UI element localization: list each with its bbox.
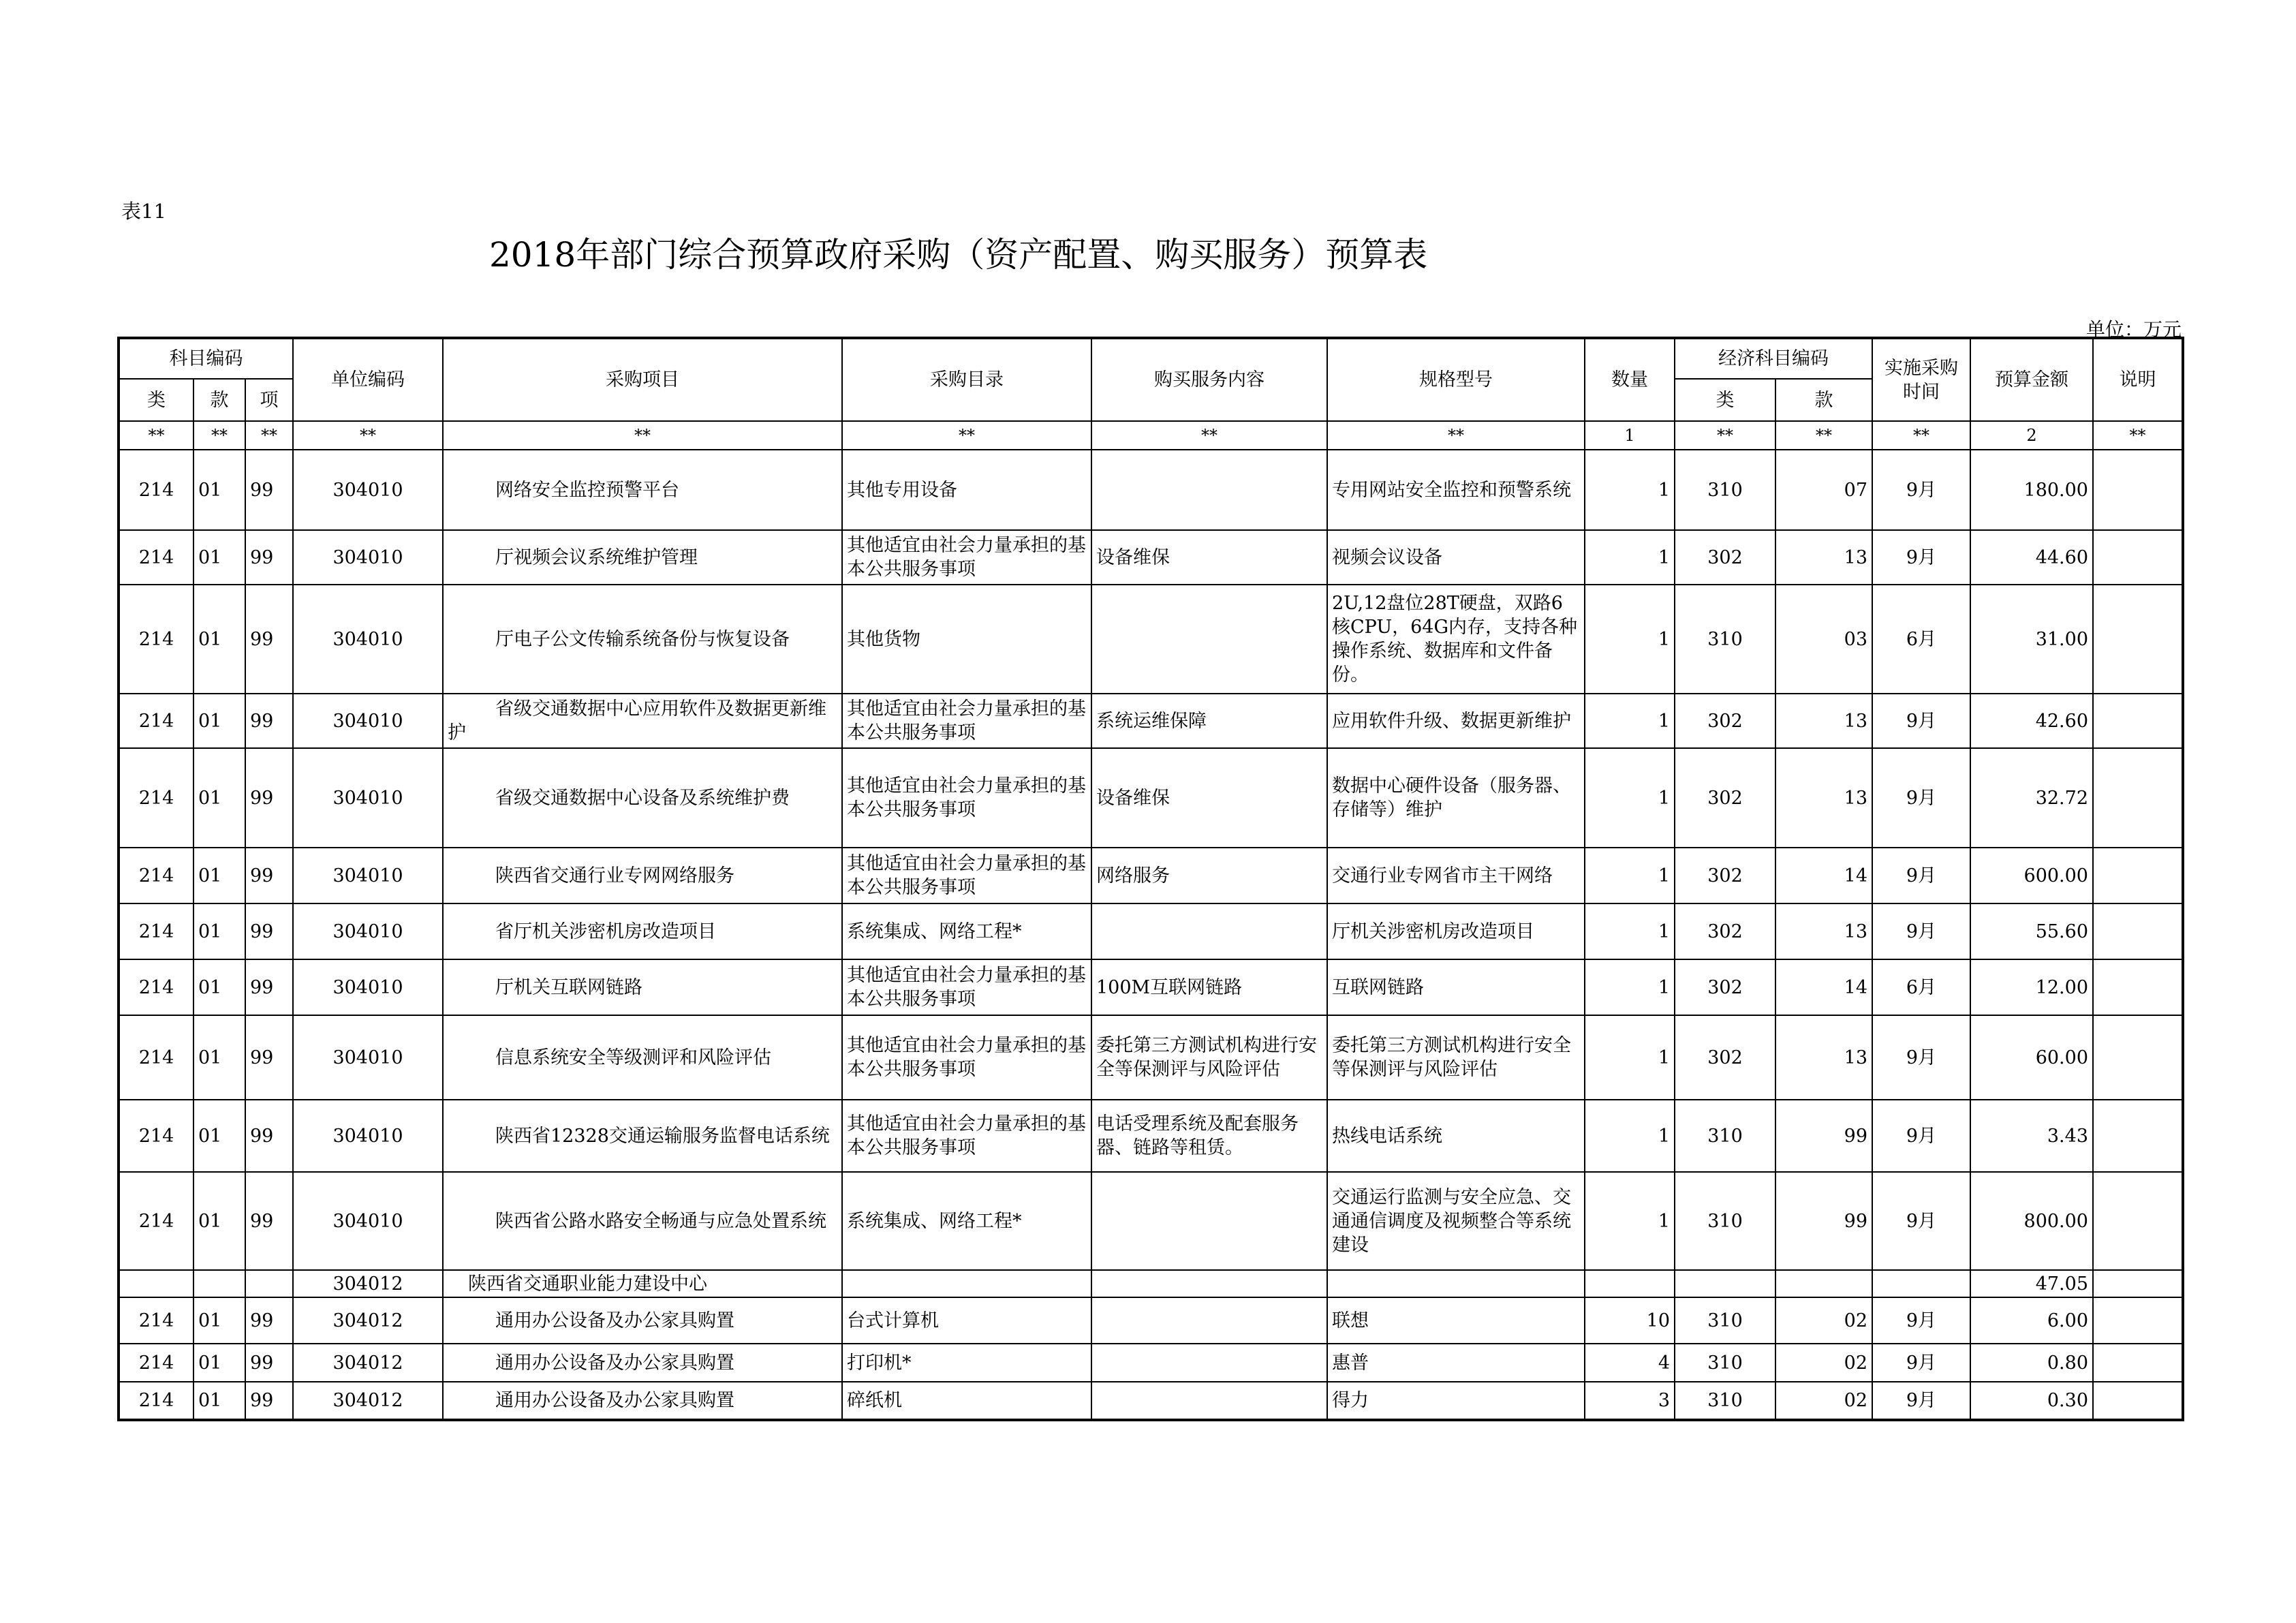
cell-note: [2093, 1344, 2183, 1382]
marker-cell: **: [1091, 421, 1327, 450]
cell-econ-lei: 302: [1675, 694, 1775, 748]
table-row: [119, 1100, 2183, 1172]
cell-service: 系统运维保障: [1091, 694, 1327, 748]
cell-note: [2093, 1015, 2183, 1100]
table-row: [119, 903, 2183, 959]
cell-unit-code: 304010: [293, 450, 443, 530]
cell-unit-code: 304010: [293, 1100, 443, 1172]
cell-qty: [1585, 1270, 1675, 1297]
cell-unit-code: 304010: [293, 530, 443, 585]
cell-lei: 214: [119, 903, 193, 959]
marker-cell: **: [293, 421, 443, 450]
cell-lei: 214: [119, 1297, 193, 1344]
marker-cell: **: [443, 421, 842, 450]
cell-lei: 214: [119, 1100, 193, 1172]
cell-spec: 专用网站安全监控和预警系统: [1327, 450, 1585, 530]
table-row: [119, 1382, 2183, 1420]
marker-cell: 1: [1585, 421, 1675, 450]
cell-lei: 214: [119, 1344, 193, 1382]
cell-spec: 得力: [1327, 1382, 1585, 1420]
table-row: [119, 585, 2183, 694]
cell-time: 9月: [1872, 1382, 1970, 1420]
cell-amount: 31.00: [1970, 585, 2093, 694]
header-service: 购买服务内容: [1091, 338, 1327, 421]
cell-time: 9月: [1872, 694, 1970, 748]
cell-xiang: 99: [245, 1100, 293, 1172]
header-catalog: 采购目录: [842, 338, 1091, 421]
cell-lei: 214: [119, 1382, 193, 1420]
cell-xiang: 99: [245, 848, 293, 903]
cell-econ-lei: 310: [1675, 1344, 1775, 1382]
cell-amount: 3.43: [1970, 1100, 2093, 1172]
marker-cell: **: [245, 421, 293, 450]
table-row: [119, 694, 2183, 748]
cell-spec: 委托第三方测试机构进行安全等保测评与风险评估: [1327, 1015, 1585, 1100]
cell-econ-lei: 302: [1675, 748, 1775, 848]
cell-lei: 214: [119, 848, 193, 903]
cell-econ-kuan: 14: [1775, 848, 1872, 903]
cell-xiang: 99: [245, 1172, 293, 1270]
cell-note: [2093, 530, 2183, 585]
cell-service: 网络服务: [1091, 848, 1327, 903]
table-row: [119, 848, 2183, 903]
cell-xiang: 99: [245, 585, 293, 694]
cell-catalog: 其他适宜由社会力量承担的基本公共服务事项: [842, 530, 1091, 585]
cell-kuan: 01: [193, 1015, 245, 1100]
cell-amount: 0.80: [1970, 1344, 2093, 1382]
cell-kuan: 01: [193, 903, 245, 959]
cell-spec: 热线电话系统: [1327, 1100, 1585, 1172]
header-unit-code: 单位编码: [293, 338, 443, 421]
header-econ-kuan: 款: [1775, 379, 1872, 421]
cell-spec: 2U,12盘位28T硬盘，双路6核CPU，64G内存，支持各种操作系统、数据库和文件备份。: [1327, 585, 1585, 694]
header-note: 说明: [2093, 338, 2183, 421]
unit-label: 单位：万元: [2085, 318, 2182, 341]
cell-time: [1872, 1270, 1970, 1297]
cell-spec: 联想: [1327, 1297, 1585, 1344]
cell-qty: 1: [1585, 530, 1675, 585]
cell-project: 通用办公设备及办公家具购置: [443, 1344, 842, 1382]
cell-econ-kuan: 13: [1775, 903, 1872, 959]
cell-note: [2093, 585, 2183, 694]
cell-econ-lei: 310: [1675, 1382, 1775, 1420]
cell-catalog: 其他适宜由社会力量承担的基本公共服务事项: [842, 1100, 1091, 1172]
cell-catalog: 打印机*: [842, 1344, 1091, 1382]
table-row: [119, 1297, 2183, 1344]
cell-project: 网络安全监控预警平台: [443, 450, 842, 530]
cell-amount: 6.00: [1970, 1297, 2093, 1344]
marker-cell: **: [1327, 421, 1585, 450]
table-row: [119, 1015, 2183, 1100]
cell-kuan: 01: [193, 1344, 245, 1382]
cell-qty: 1: [1585, 694, 1675, 748]
table-row: [119, 1172, 2183, 1270]
table-row: [119, 748, 2183, 848]
cell-econ-lei: 302: [1675, 903, 1775, 959]
cell-econ-kuan: 03: [1775, 585, 1872, 694]
cell-note: [2093, 1297, 2183, 1344]
cell-project: 通用办公设备及办公家具购置: [443, 1297, 842, 1344]
cell-spec: 交通运行监测与安全应急、交通通信调度及视频整合等系统建设: [1327, 1172, 1585, 1270]
cell-project: 省级交通数据中心应用软件及数据更新维护: [443, 694, 842, 748]
marker-cell: **: [193, 421, 245, 450]
cell-econ-lei: 310: [1675, 1172, 1775, 1270]
cell-service: 设备维保: [1091, 530, 1327, 585]
cell-project: 省厅机关涉密机房改造项目: [443, 903, 842, 959]
cell-service: [1091, 1382, 1327, 1420]
cell-time: 9月: [1872, 1344, 1970, 1382]
cell-kuan: 01: [193, 848, 245, 903]
cell-time: 9月: [1872, 903, 1970, 959]
cell-amount: 55.60: [1970, 903, 2093, 959]
cell-service: 设备维保: [1091, 748, 1327, 848]
cell-kuan: 01: [193, 694, 245, 748]
table-number-label: 表11: [121, 200, 166, 223]
header-project: 采购项目: [443, 338, 842, 421]
cell-xiang: 99: [245, 903, 293, 959]
table-row: [119, 1344, 2183, 1382]
cell-catalog: 其他货物: [842, 585, 1091, 694]
cell-econ-lei: 302: [1675, 530, 1775, 585]
marker-cell: **: [1675, 421, 1775, 450]
cell-amount: 800.00: [1970, 1172, 2093, 1270]
cell-kuan: 01: [193, 1100, 245, 1172]
cell-lei: 214: [119, 450, 193, 530]
cell-note: [2093, 450, 2183, 530]
cell-note: [2093, 1100, 2183, 1172]
cell-spec: 互联网链路: [1327, 959, 1585, 1015]
cell-time: 9月: [1872, 1100, 1970, 1172]
cell-lei: 214: [119, 1015, 193, 1100]
cell-xiang: 99: [245, 1015, 293, 1100]
cell-note: [2093, 1382, 2183, 1420]
cell-econ-kuan: 02: [1775, 1382, 1872, 1420]
cell-xiang: 99: [245, 450, 293, 530]
header-lei: 类: [119, 379, 193, 421]
marker-cell: **: [119, 421, 193, 450]
cell-service: 电话受理系统及配套服务器、链路等租赁。: [1091, 1100, 1327, 1172]
cell-spec: 惠普: [1327, 1344, 1585, 1382]
header-econ-code: 经济科目编码: [1675, 338, 1872, 379]
cell-catalog: 碎纸机: [842, 1382, 1091, 1420]
cell-qty: 1: [1585, 848, 1675, 903]
cell-xiang: 99: [245, 530, 293, 585]
cell-time: 6月: [1872, 959, 1970, 1015]
cell-econ-lei: 310: [1675, 1100, 1775, 1172]
cell-project: 信息系统安全等级测评和风险评估: [443, 1015, 842, 1100]
cell-project: 省级交通数据中心设备及系统维护费: [443, 748, 842, 848]
table-row: [119, 450, 2183, 530]
cell-time: 9月: [1872, 1297, 1970, 1344]
cell-lei: 214: [119, 530, 193, 585]
marker-cell: 2: [1970, 421, 2093, 450]
cell-project: 陕西省12328交通运输服务监督电话系统: [443, 1100, 842, 1172]
cell-qty: 4: [1585, 1344, 1675, 1382]
cell-kuan: 01: [193, 748, 245, 848]
cell-service: [1091, 450, 1327, 530]
marker-cell: **: [2093, 421, 2183, 450]
cell-unit-code: 304010: [293, 1015, 443, 1100]
cell-amount: 600.00: [1970, 848, 2093, 903]
cell-unit-code: 304010: [293, 748, 443, 848]
header-qty: 数量: [1585, 338, 1675, 421]
cell-project: 陕西省公路水路安全畅通与应急处置系统: [443, 1172, 842, 1270]
cell-spec: 应用软件升级、数据更新维护: [1327, 694, 1585, 748]
cell-econ-lei: 302: [1675, 1015, 1775, 1100]
cell-service: [1091, 585, 1327, 694]
cell-lei: 214: [119, 585, 193, 694]
cell-xiang: 99: [245, 1297, 293, 1344]
page-title: 2018年部门综合预算政府采购（资产配置、购买服务）预算表: [489, 235, 1428, 275]
cell-econ-kuan: 13: [1775, 694, 1872, 748]
cell-unit-code: 304010: [293, 694, 443, 748]
cell-unit-code: 304010: [293, 848, 443, 903]
cell-amount: 44.60: [1970, 530, 2093, 585]
cell-time: 9月: [1872, 748, 1970, 848]
cell-amount: 0.30: [1970, 1382, 2093, 1420]
cell-econ-kuan: 02: [1775, 1344, 1872, 1382]
marker-cell: **: [842, 421, 1091, 450]
cell-unit-code: 304010: [293, 959, 443, 1015]
cell-service: [1091, 1297, 1327, 1344]
cell-kuan: 01: [193, 530, 245, 585]
cell-qty: 1: [1585, 450, 1675, 530]
cell-unit-code: 304010: [293, 585, 443, 694]
cell-project: 厅视频会议系统维护管理: [443, 530, 842, 585]
header-amount: 预算金额: [1970, 338, 2093, 421]
cell-econ-kuan: 99: [1775, 1172, 1872, 1270]
cell-note: [2093, 748, 2183, 848]
cell-project: 厅电子公文传输系统备份与恢复设备: [443, 585, 842, 694]
cell-service: [1091, 1270, 1327, 1297]
cell-amount: 32.72: [1970, 748, 2093, 848]
cell-amount: 47.05: [1970, 1270, 2093, 1297]
cell-catalog: 系统集成、网络工程*: [842, 903, 1091, 959]
cell-econ-lei: 310: [1675, 1297, 1775, 1344]
cell-econ-kuan: 99: [1775, 1100, 1872, 1172]
cell-econ-kuan: 07: [1775, 450, 1872, 530]
cell-catalog: 台式计算机: [842, 1297, 1091, 1344]
cell-catalog: [842, 1270, 1091, 1297]
marker-cell: **: [1872, 421, 1970, 450]
cell-lei: 214: [119, 748, 193, 848]
cell-spec: 视频会议设备: [1327, 530, 1585, 585]
cell-qty: 1: [1585, 1015, 1675, 1100]
cell-time: 9月: [1872, 450, 1970, 530]
cell-time: 6月: [1872, 585, 1970, 694]
cell-amount: 60.00: [1970, 1015, 2093, 1100]
cell-unit-code: 304012: [293, 1344, 443, 1382]
cell-xiang: 99: [245, 959, 293, 1015]
cell-unit-code: 304012: [293, 1270, 443, 1297]
cell-service: 委托第三方测试机构进行安全等保测评与风险评估: [1091, 1015, 1327, 1100]
cell-kuan: 01: [193, 1382, 245, 1420]
cell-service: 100M互联网链路: [1091, 959, 1327, 1015]
cell-econ-lei: 310: [1675, 585, 1775, 694]
cell-lei: 214: [119, 694, 193, 748]
cell-qty: 1: [1585, 748, 1675, 848]
marker-row: [119, 421, 2183, 450]
cell-qty: 1: [1585, 959, 1675, 1015]
cell-time: 9月: [1872, 1172, 1970, 1270]
cell-amount: 12.00: [1970, 959, 2093, 1015]
cell-lei: [119, 1270, 193, 1297]
cell-service: [1091, 1172, 1327, 1270]
cell-kuan: 01: [193, 1172, 245, 1270]
cell-service: [1091, 1344, 1327, 1382]
table-row: [119, 1270, 2183, 1297]
cell-note: [2093, 959, 2183, 1015]
cell-econ-kuan: 13: [1775, 748, 1872, 848]
cell-catalog: 其他适宜由社会力量承担的基本公共服务事项: [842, 748, 1091, 848]
cell-catalog: 其他适宜由社会力量承担的基本公共服务事项: [842, 848, 1091, 903]
cell-econ-kuan: 14: [1775, 959, 1872, 1015]
cell-spec: 数据中心硬件设备（服务器、存储等）维护: [1327, 748, 1585, 848]
cell-note: [2093, 848, 2183, 903]
cell-catalog: 系统集成、网络工程*: [842, 1172, 1091, 1270]
cell-qty: 3: [1585, 1382, 1675, 1420]
cell-xiang: 99: [245, 1382, 293, 1420]
cell-kuan: 01: [193, 450, 245, 530]
cell-econ-lei: [1675, 1270, 1775, 1297]
cell-kuan: 01: [193, 959, 245, 1015]
cell-kuan: 01: [193, 1297, 245, 1344]
cell-qty: 1: [1585, 585, 1675, 694]
cell-econ-lei: 310: [1675, 450, 1775, 530]
cell-unit-code: 304010: [293, 903, 443, 959]
cell-econ-kuan: 13: [1775, 1015, 1872, 1100]
cell-unit-code: 304012: [293, 1382, 443, 1420]
cell-spec: 交通行业专网省市主干网络: [1327, 848, 1585, 903]
cell-catalog: 其他专用设备: [842, 450, 1091, 530]
cell-project: 陕西省交通行业专网网络服务: [443, 848, 842, 903]
header-kuan: 款: [193, 379, 245, 421]
cell-econ-kuan: 02: [1775, 1297, 1872, 1344]
cell-econ-lei: 302: [1675, 848, 1775, 903]
cell-qty: 1: [1585, 1172, 1675, 1270]
cell-project: 陕西省交通职业能力建设中心: [443, 1270, 842, 1297]
header-econ-lei: 类: [1675, 379, 1775, 421]
cell-lei: 214: [119, 1172, 193, 1270]
cell-time: 9月: [1872, 848, 1970, 903]
header-time: 实施采购时间: [1872, 338, 1970, 421]
cell-kuan: 01: [193, 585, 245, 694]
header-subject-code: 科目编码: [119, 338, 293, 379]
cell-xiang: 99: [245, 1344, 293, 1382]
cell-note: [2093, 1270, 2183, 1297]
cell-xiang: 99: [245, 748, 293, 848]
cell-unit-code: 304010: [293, 1172, 443, 1270]
cell-note: [2093, 903, 2183, 959]
cell-xiang: [245, 1270, 293, 1297]
cell-econ-lei: 302: [1675, 959, 1775, 1015]
table-row: [119, 530, 2183, 585]
cell-kuan: [193, 1270, 245, 1297]
header-xiang: 项: [245, 379, 293, 421]
cell-spec: [1327, 1270, 1585, 1297]
cell-project: 厅机关互联网链路: [443, 959, 842, 1015]
cell-amount: 180.00: [1970, 450, 2093, 530]
cell-service: [1091, 903, 1327, 959]
cell-time: 9月: [1872, 1015, 1970, 1100]
table-row: [119, 959, 2183, 1015]
cell-catalog: 其他适宜由社会力量承担的基本公共服务事项: [842, 959, 1091, 1015]
cell-lei: 214: [119, 959, 193, 1015]
cell-xiang: 99: [245, 694, 293, 748]
cell-time: 9月: [1872, 530, 1970, 585]
cell-amount: 42.60: [1970, 694, 2093, 748]
cell-econ-kuan: [1775, 1270, 1872, 1297]
cell-unit-code: 304012: [293, 1297, 443, 1344]
cell-catalog: 其他适宜由社会力量承担的基本公共服务事项: [842, 1015, 1091, 1100]
cell-catalog: 其他适宜由社会力量承担的基本公共服务事项: [842, 694, 1091, 748]
cell-note: [2093, 694, 2183, 748]
cell-note: [2093, 1172, 2183, 1270]
cell-qty: 1: [1585, 903, 1675, 959]
cell-spec: 厅机关涉密机房改造项目: [1327, 903, 1585, 959]
cell-econ-kuan: 13: [1775, 530, 1872, 585]
marker-cell: **: [1775, 421, 1872, 450]
header-spec: 规格型号: [1327, 338, 1585, 421]
procurement-budget-table: [117, 337, 2184, 1421]
cell-project: 通用办公设备及办公家具购置: [443, 1382, 842, 1420]
cell-qty: 1: [1585, 1100, 1675, 1172]
cell-qty: 10: [1585, 1297, 1675, 1344]
